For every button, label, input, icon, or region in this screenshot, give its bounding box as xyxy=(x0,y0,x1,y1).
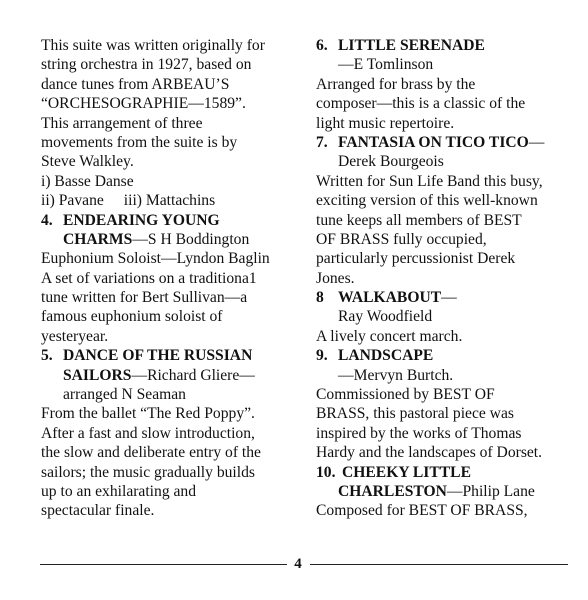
item10-number: 10. xyxy=(316,463,336,481)
item10-title-line2: CHARLESTON xyxy=(338,482,447,500)
item10-desc-line: Composed for BEST OF BRASS, xyxy=(316,502,528,520)
intro-line: This suite was written originally for xyxy=(41,37,265,54)
item4-desc-line: famous euphonium soloist of xyxy=(41,308,223,326)
intro-line: This arrangement of three xyxy=(41,114,203,132)
item7-desc-line: Jones. xyxy=(316,269,355,287)
item7-number: 7. xyxy=(316,133,328,151)
item4-title-line2: CHARMS xyxy=(63,230,133,248)
item5-heading xyxy=(41,346,303,365)
item7-credit: Derek Bourgeois xyxy=(338,153,444,171)
item9-title: LANDSCAPE xyxy=(338,347,434,365)
item5-credit: —Richard Gliere— xyxy=(131,366,255,384)
item9-credit: —Mervyn Burtch. xyxy=(338,366,454,384)
item5-heading-cont xyxy=(41,366,303,385)
item7-desc-line: exciting version of this well-known xyxy=(316,192,538,210)
item7-heading xyxy=(316,133,584,152)
item8-desc-line: A lively concert march. xyxy=(316,327,463,345)
intro-line: movements from the suite is by xyxy=(41,133,238,151)
item8-dash: — xyxy=(441,289,457,307)
item5-desc-line: From the ballet “The Red Poppy”. xyxy=(41,405,255,423)
item10-heading xyxy=(316,463,584,482)
footer-rule-left xyxy=(40,564,287,565)
item6-desc-line: Arranged for brass by the xyxy=(316,75,476,93)
item4-title-line1: ENDEARING YOUNG xyxy=(63,211,220,229)
item8-heading xyxy=(316,288,584,307)
item5-desc-line: After a fast and slow introduction, xyxy=(41,424,255,442)
intro-line: dance tunes from ARBEAU’S xyxy=(41,75,230,93)
page-number: 4 xyxy=(294,556,302,572)
item4-soloist: Euphonium Soloist—Lyndon Baglin xyxy=(41,250,270,268)
movement-mattachins: iii) Mattachins xyxy=(123,192,216,210)
item5-desc-line: sailors; the music gradually builds xyxy=(41,463,255,481)
item9-desc-line: BRASS, this pastoral piece was xyxy=(316,405,514,423)
movement-line: i) Basse Danse xyxy=(41,172,134,190)
intro-line: string orchestra in 1927, based on xyxy=(41,56,252,74)
item4-credit: —S H Boddington xyxy=(132,230,250,248)
footer-rule-right xyxy=(310,564,568,565)
intro-line: Steve Walkley. xyxy=(41,153,134,171)
item7-title: FANTASIA ON TICO TICO xyxy=(338,133,529,151)
right-column xyxy=(316,36,584,521)
item4-heading xyxy=(41,211,303,230)
intro-line: “ORCHESOGRAPHIE—1589”. xyxy=(41,95,246,113)
item6-heading xyxy=(316,36,584,55)
item9-number: 9. xyxy=(316,347,328,365)
item6-desc-line: composer—this is a classic of the xyxy=(316,95,526,113)
item5-title-line1: DANCE OF THE RUSSIAN xyxy=(63,347,253,365)
item6-number: 6. xyxy=(316,37,328,54)
item7-dash: — xyxy=(528,133,545,151)
item9-desc-line: Commissioned by BEST OF xyxy=(316,386,495,404)
item7-desc-line: Written for Sun Life Band this busy, xyxy=(316,172,543,190)
item10-title-line1: CHEEKY LITTLE xyxy=(342,463,471,481)
item5-desc-line: spectacular finale. xyxy=(41,502,155,520)
left-column xyxy=(41,36,303,521)
item5-arranger: arranged N Seaman xyxy=(63,386,186,404)
item4-desc-line: tune written for Bert Sullivan—a xyxy=(41,289,248,307)
page-footer xyxy=(0,555,588,575)
item4-desc-line: yesteryear. xyxy=(41,327,109,345)
item5-desc-line: the slow and deliberate entry of the xyxy=(41,444,261,462)
item4-desc-line: A set of variations on a traditiona1 xyxy=(41,269,257,287)
item8-title: WALKABOUT xyxy=(338,289,442,307)
item5-number: 5. xyxy=(41,347,53,365)
item7-desc-line: OF BRASS fully occupied, xyxy=(316,230,487,248)
item8-number: 8 xyxy=(316,289,324,307)
item10-credit: —Philip Lane xyxy=(446,482,535,500)
item6-credit: —E Tomlinson xyxy=(338,56,434,74)
item6-desc-line: light music repertoire. xyxy=(316,114,455,132)
item9-desc-line: inspired by the works of Thomas xyxy=(316,424,522,442)
item10-heading-cont xyxy=(316,482,584,501)
item6-title: LITTLE SERENADE xyxy=(338,37,485,54)
item9-desc-line: Hardy and the landscapes of Dorset. xyxy=(316,444,543,462)
item5-title-line2: SAILORS xyxy=(63,366,132,384)
movement-pavane: ii) Pavane xyxy=(41,192,104,210)
item7-desc-line: tune keeps all members of BEST xyxy=(316,211,522,229)
item8-credit: Ray Woodfield xyxy=(338,308,433,326)
item7-desc-line: particularly percussionist Derek xyxy=(316,250,516,268)
item5-desc-line: up to an exhilarating and xyxy=(41,482,197,500)
movement-line xyxy=(41,191,303,210)
item9-heading xyxy=(316,346,584,365)
item4-heading-cont xyxy=(41,230,303,249)
item4-number: 4. xyxy=(41,211,53,229)
